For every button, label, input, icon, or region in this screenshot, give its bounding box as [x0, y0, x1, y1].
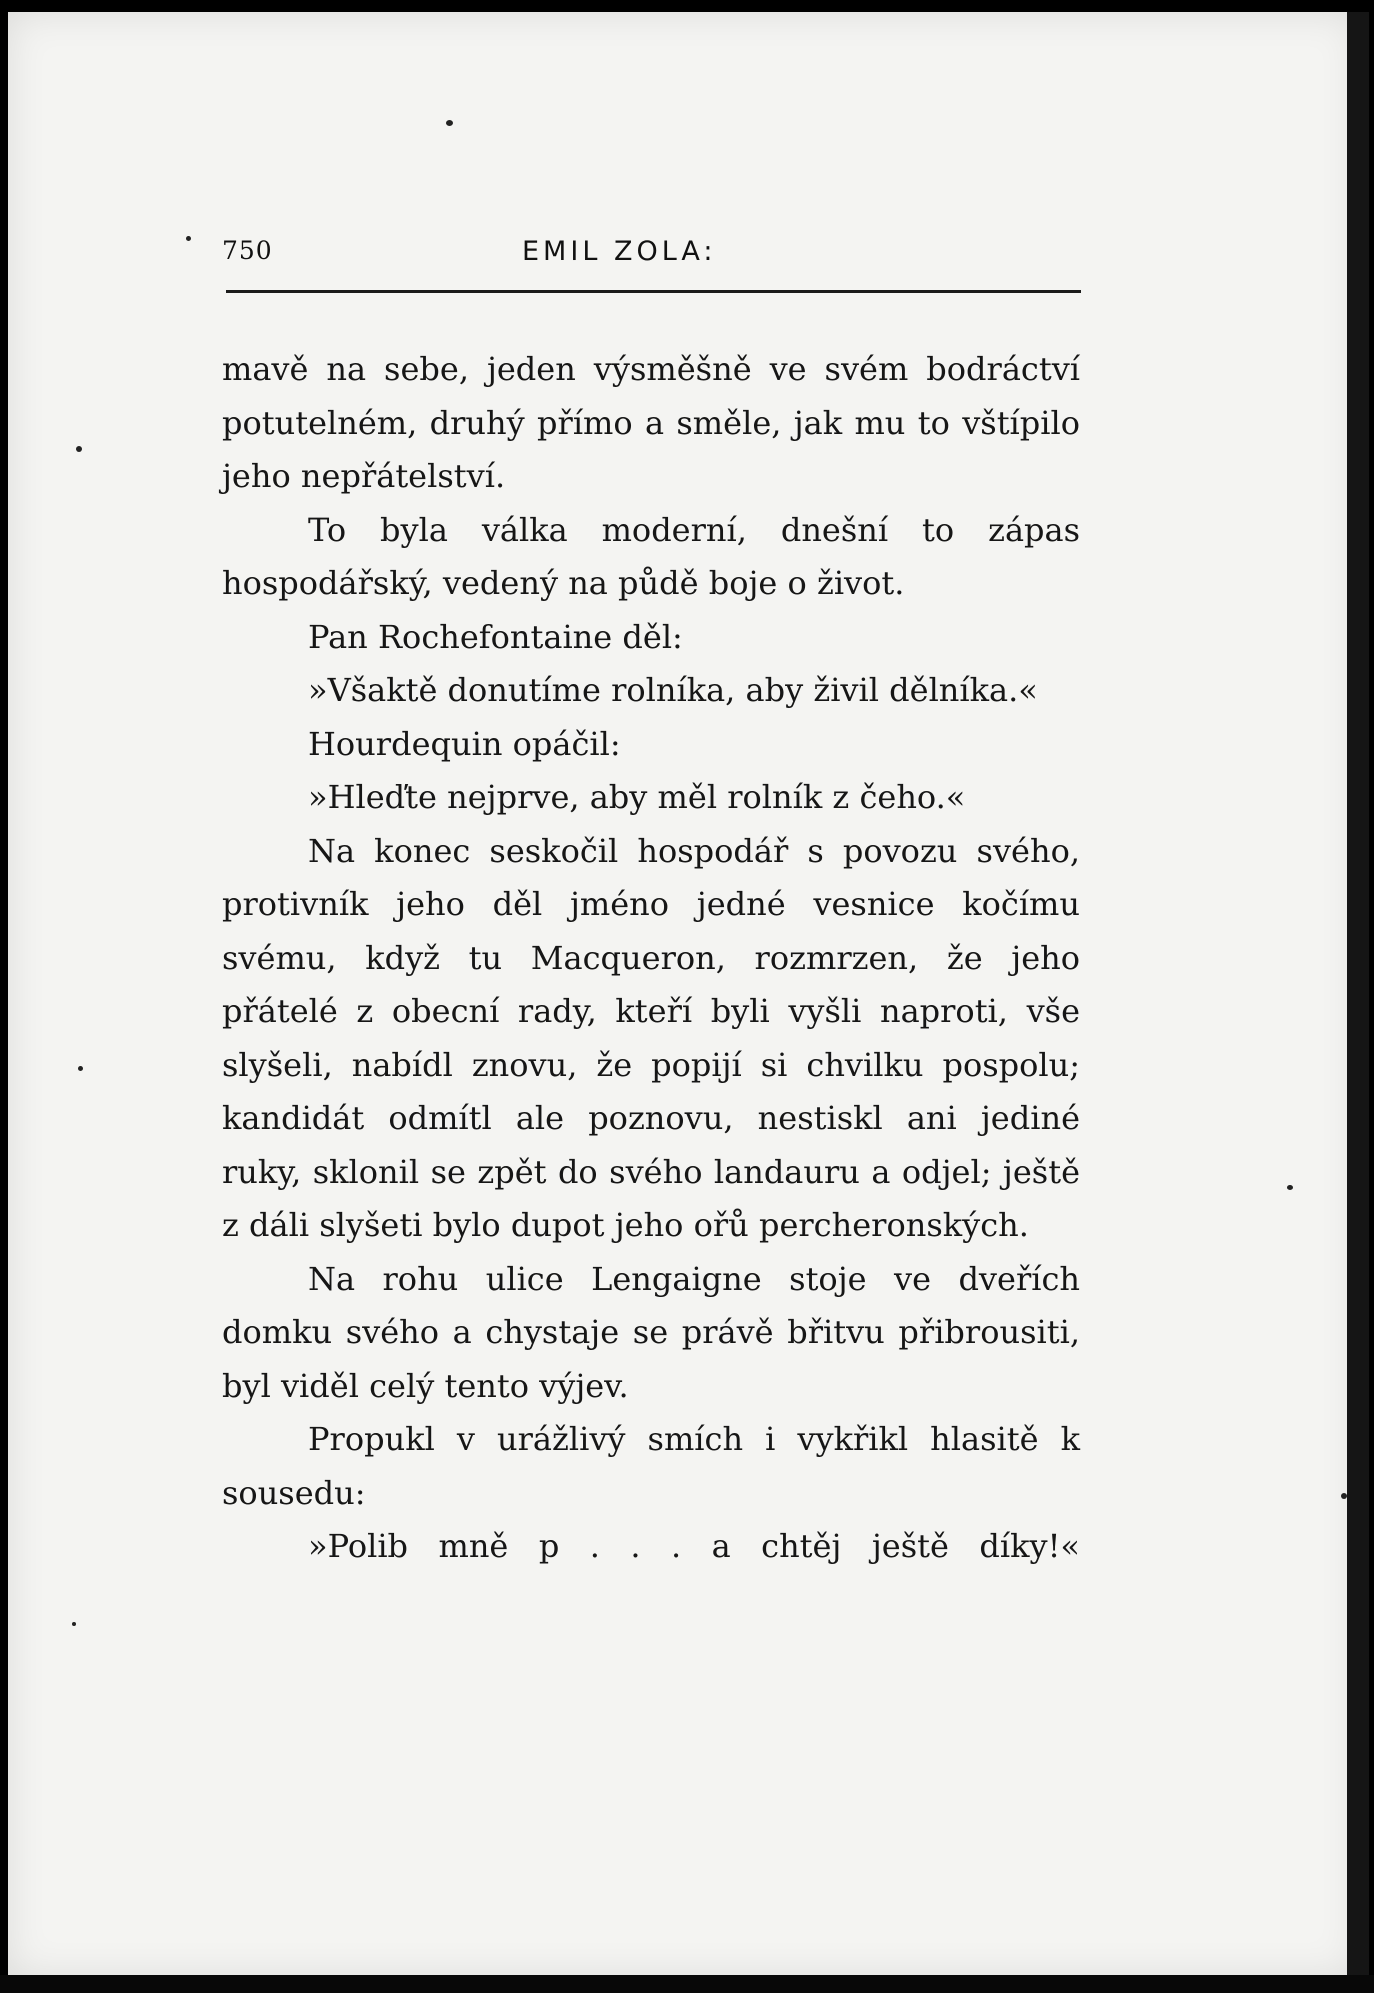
header-rule	[226, 290, 1081, 293]
paragraph: »Hleďte nejprve, aby měl rolník z čeho.«	[308, 778, 966, 816]
scan-speck	[76, 446, 82, 452]
scan-speck	[72, 1622, 76, 1626]
paragraph: »Všaktě donutíme rolníka, aby živil dělníka.«	[308, 671, 1038, 709]
paragraph: Na konec seskočil hospodář s povozu svého, protivník jeho děl jméno jedné vesnice kočímu svému, když tu Macqueron, rozmrzen, že jeho přátelé z obecní rady, kteří byli vyšli naproti, vše slyšeli, nabídl znovu, že popijí si chvilku pospolu; kandidát odmítl ale poznovu, nestiskl ani jediné ruky, sklonil se zpět do svého landauru a odjel; ještě z dáli slyšeti bylo dupot jeho ořů percheronských.	[222, 831, 1080, 1244]
scan-speck	[1341, 1493, 1347, 1499]
body-text	[222, 343, 1080, 1574]
paragraph: To byla válka moderní, dnešní to zápas hospodářský, vedený na půdě boje o život.	[222, 510, 1080, 602]
paragraph: Na rohu ulice Lengaigne stoje ve dveřích domku svého a chystaje se právě břitvu přibrousiti, byl viděl celý tento výjev.	[222, 1259, 1080, 1405]
paragraph: Hourdequin opáčil:	[308, 724, 621, 763]
scan-speck	[186, 236, 191, 241]
scan-speck	[446, 120, 453, 126]
paragraph: »Polib mně p . . . a chtěj ještě díky!«	[308, 1527, 1080, 1565]
scan-speck	[1287, 1185, 1293, 1190]
paragraph: Pan Rochefontaine děl:	[308, 617, 683, 656]
paragraph: mavě na sebe, jeden výsměšně ve svém bodráctví potutelném, druhý přímo a směle, jak mu to vštípilo jeho nepřátelství.	[222, 350, 1080, 495]
paragraph: Propukl v urážlivý smích i vykřikl hlasitě k sousedu:	[222, 1420, 1080, 1512]
scan-speck	[78, 1066, 83, 1071]
scan-right-edge	[1347, 12, 1369, 1977]
running-head: EMIL ZOLA:	[522, 236, 717, 267]
page-header	[222, 236, 1080, 280]
scan-bottom-edge	[0, 1975, 1374, 1993]
page-number: 750	[222, 236, 273, 265]
